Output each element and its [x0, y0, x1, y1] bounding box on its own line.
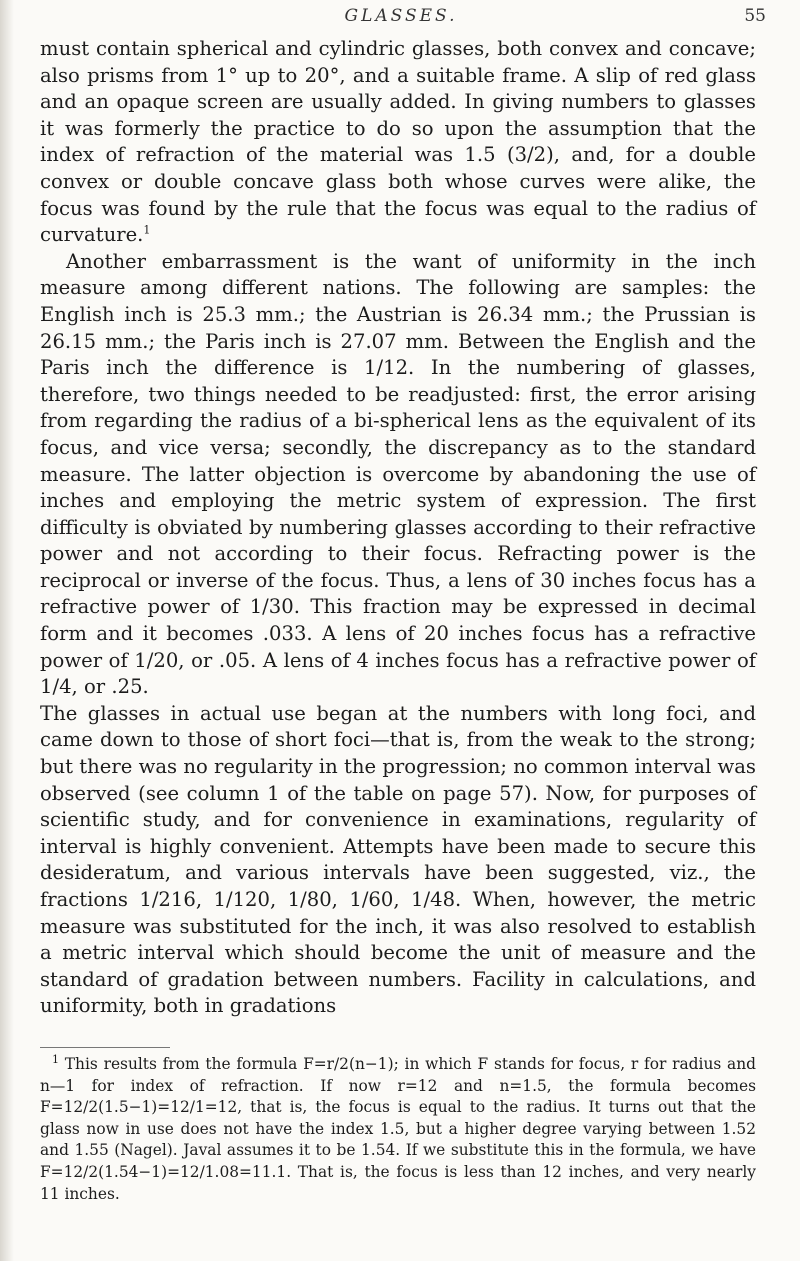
- paragraph-1-text: must contain spherical and cylindric glasses, both convex and concave; also prisms from 1° up to 20°, and a suitable frame. A slip of red glass and an opaque screen are usually added. In giving numbers to glasses it was formerly the practice to do so upon the assumption that the index of refraction of the material was 1.5 (3/2), and, for a double convex or double concave glass both whose curves were alike, the focus was found by the rule that the focus was equal to the radius of curvature.: [40, 37, 756, 247]
- footnote-marker: 1: [143, 223, 151, 237]
- paragraph-3: The glasses in actual use began at the numbers with long foci, and came down to those of short foci—that is, from the weak to the strong; but there was no regularity in the progression; no common interval was observed (see column 1 of the table on page 57). Now, for purposes of scientific study, and for convenience in examinations, regularity of interval is highly convenient. Attempts have been made to secure this desideratum, and various intervals have been suggested, viz., the fractions 1/216, 1/120, 1/80, 1/60, 1/48. When, however, the metric measure was substituted for the inch, it was also resolved to establish a metric interval which should become the unit of measure and the standard of gradation between numbers. Facility in calculations, and uniformity, both in gradations: [40, 701, 756, 1018]
- page-gutter-shadow: [0, 0, 14, 1261]
- running-head: GLASSES.: [344, 6, 458, 26]
- footnote-rule: [40, 1047, 170, 1048]
- page-number: 55: [744, 6, 766, 26]
- footnote-text: This results from the formula F=r/2(n−1); in which F stands for focus, r for radius and n—1 for index of refraction. If now r=12 and n=1.5, the formula becomes F=12/2(1.5−1)=12/1=12, that is, the focus is equal to the radius. It turns out that the glass now in use does not have the index 1.5, but a higher degree varying between 1.52 and 1.55 (Nagel). Javal assumes it to be 1.54. If we substitute this in the formula, we have F=12/2(1.54−1)=12/1.08=11.1. That is, the focus is less than 12 inches, and very nearly 11 inches.: [40, 1055, 756, 1203]
- paragraph-2: Another embarrassment is the want of uniformity in the inch measure among different nations. The following are samples: the English inch is 25.3 mm.; the Austrian is 26.34 mm.; the Prussian is 26.15 mm.; the Paris inch is 27.07 mm. Between the English and the Paris inch the difference is 1/12. In the numbering of glasses, therefore, two things needed to be readjusted: first, the error arising from regarding the radius of a bi-spherical lens as the equivalent of its focus, and vice versa; secondly, the discrepancy as to the standard measure. The latter objection is overcome by abandoning the use of inches and employing the metric system of expression. The first difficulty is obviated by numbering glasses according to their refractive power and not according to their focus. Refracting power is the reciprocal or inverse of the focus. Thus, a lens of 30 inches focus has a refractive power of 1/30. This fraction may be expressed in decimal form and it becomes .033. A lens of 20 inches focus has a refractive power of 1/20, or .05. A lens of 4 inches focus has a refractive power of 1/4, or .25.: [40, 249, 756, 699]
- page-header: [36, 6, 766, 28]
- paragraph-1: [40, 36, 756, 249]
- footnote-number: 1: [52, 1052, 59, 1066]
- body-text: [40, 36, 756, 1020]
- footnote: [40, 1054, 756, 1205]
